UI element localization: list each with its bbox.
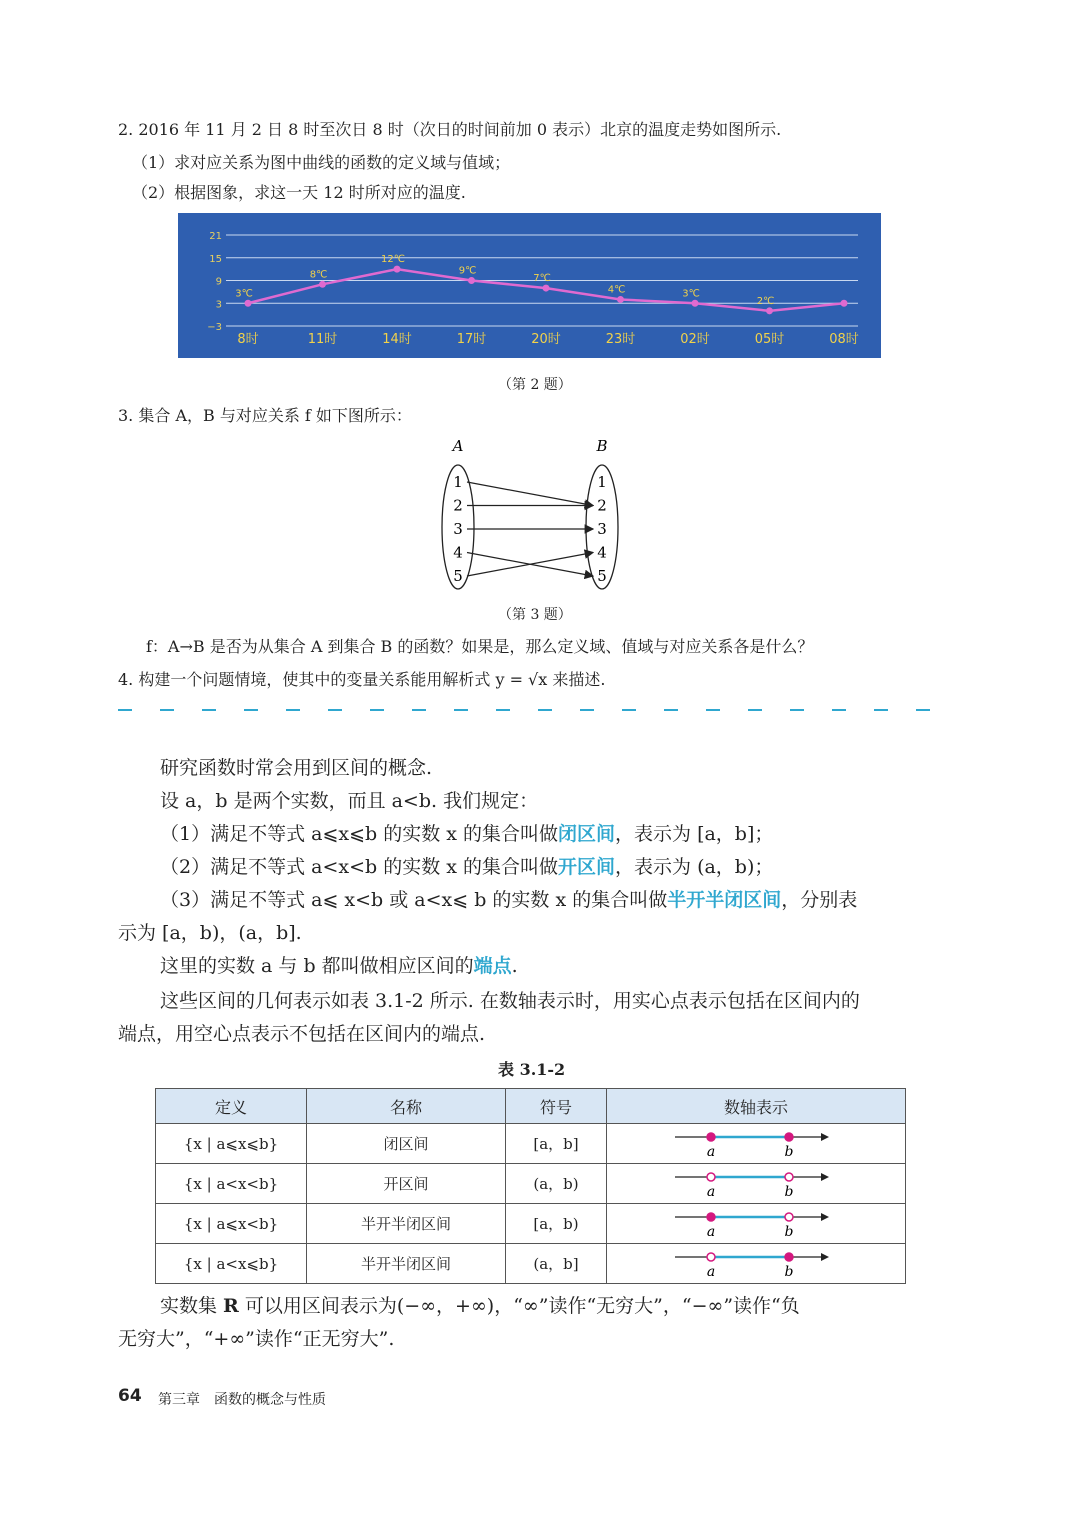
y-tick-label: 9	[215, 276, 222, 288]
endpoint-b-label: b	[784, 1143, 794, 1160]
cell-symbol: (a，b)	[506, 1164, 607, 1204]
endpoint-a-label: a	[706, 1183, 716, 1200]
endpoint-definition: 这里的实数 a 与 b 都叫做相应区间的端点.	[160, 955, 518, 977]
cell-name: 半开半闭区间	[307, 1244, 506, 1284]
number-line	[671, 1206, 841, 1242]
cell-symbol: [a，b]	[506, 1124, 607, 1164]
mapping-diagram	[420, 437, 660, 597]
endpoint-a-label: a	[706, 1263, 716, 1280]
header-definition: 定义	[156, 1089, 307, 1124]
cell-number-line	[607, 1164, 906, 1204]
table-row	[156, 1204, 906, 1244]
number-line	[671, 1166, 841, 1202]
half-open-interval-definition: （3）满足不等式 a⩽ x<b 或 a<x⩽ b 的实数 x 的集合叫做半开半闭区间，分别表	[160, 889, 858, 911]
data-point	[766, 307, 773, 314]
set-b-element: 2	[597, 496, 607, 515]
set-a-element: 5	[453, 567, 463, 585]
x-tick-label: 14时	[382, 332, 412, 347]
endpoint-b-label: b	[784, 1183, 794, 1200]
set-a-element: 1	[453, 473, 463, 491]
data-label: 2℃	[756, 295, 775, 307]
data-label: 4℃	[607, 284, 626, 296]
set-a-element: 4	[453, 543, 463, 562]
x-tick-label: 20时	[531, 332, 561, 347]
set-a-element: 2	[453, 496, 463, 515]
axis-arrowhead	[821, 1173, 829, 1181]
cell-definition: {x | a⩽x⩽b}	[156, 1124, 307, 1164]
exercise-2-part-2: （2）根据图象，求这一天 12 时所对应的温度.	[132, 183, 466, 202]
endpoint-a-label: a	[706, 1143, 716, 1160]
cell-symbol: (a，b]	[506, 1244, 607, 1284]
x-tick-label: 08时	[829, 332, 859, 347]
data-point	[468, 277, 475, 284]
open-interval-definition: （2）满足不等式 a<x<b 的实数 x 的集合叫做开区间，表示为 (a，b)；	[160, 856, 774, 878]
header-name: 名称	[307, 1089, 506, 1124]
data-label: 3℃	[682, 288, 700, 300]
y-tick-label: 21	[209, 231, 222, 242]
data-point	[245, 300, 252, 307]
cell-name: 闭区间	[307, 1124, 506, 1164]
x-tick-label: 8时	[237, 332, 259, 347]
table-header-row	[156, 1089, 906, 1124]
set-a-label: A	[452, 437, 464, 455]
axis-arrowhead	[821, 1133, 829, 1141]
axis-arrowhead	[821, 1253, 829, 1261]
table-title: 表 3.1-2	[498, 1060, 566, 1079]
closed-interval-definition: （1）满足不等式 a⩽x⩽b 的实数 x 的集合叫做闭区间，表示为 [a，b]；	[160, 823, 774, 845]
table-row	[156, 1244, 906, 1284]
term-closed-interval: 闭区间	[558, 823, 616, 845]
data-label: 8℃	[309, 269, 328, 281]
y-tick-label: −3	[207, 322, 222, 333]
exercise-2-caption: （第 2 题）	[498, 377, 572, 393]
data-point	[692, 300, 699, 307]
y-tick-label: 3	[215, 299, 222, 311]
real-line-interval-line-1: 实数集 R 可以用区间表示为(−∞，+∞)，“∞”读作“无穷大”，“−∞”读作“负	[160, 1295, 800, 1317]
exercise-2-stem: 2. 2016 年 11 月 2 日 8 时至次日 8 时（次日的时间前加 0 表示）北京的温度走势如图所示.	[118, 120, 782, 139]
open-endpoint-a	[707, 1173, 715, 1181]
data-point	[543, 285, 550, 292]
set-b-label: B	[596, 437, 608, 455]
term-endpoint: 端点	[473, 955, 512, 977]
set-b-element: 3	[597, 520, 607, 538]
header-symbol: 符号	[506, 1089, 607, 1124]
geometric-representation-line-2: 端点，用空心点表示不包括在区间内的端点.	[118, 1023, 486, 1045]
exercise-3-question: f：A→B 是否为从集合 A 到集合 B 的函数？如果是，那么定义域、值域与对应关系各是什么？	[146, 637, 814, 656]
number-line	[671, 1126, 841, 1162]
data-point	[617, 296, 624, 303]
header-number-line: 数轴表示	[607, 1089, 906, 1124]
page-number: 64	[118, 1386, 142, 1406]
axis-arrowhead	[821, 1213, 829, 1221]
endpoint-b-label: b	[784, 1263, 794, 1280]
closed-endpoint-b	[785, 1133, 793, 1141]
interval-table	[155, 1088, 906, 1284]
half-open-interval-notation: 示为 [a，b)，(a，b].	[118, 922, 302, 944]
cell-name: 开区间	[307, 1164, 506, 1204]
data-label: 12℃	[381, 254, 405, 266]
real-line-interval-line-2: 无穷大”，“+∞”读作“正无穷大”.	[118, 1328, 395, 1350]
cell-number-line	[607, 1124, 906, 1164]
cell-symbol: [a，b)	[506, 1204, 607, 1244]
section-divider	[118, 707, 944, 713]
term-half-open-interval: 半开半闭区间	[667, 889, 782, 911]
open-endpoint-a	[707, 1253, 715, 1261]
cell-definition: {x | a<x⩽b}	[156, 1244, 307, 1284]
x-tick-label: 23时	[605, 332, 636, 347]
x-tick-label: 11时	[307, 332, 338, 347]
open-endpoint-b	[785, 1213, 793, 1221]
endpoint-a-label: a	[706, 1223, 716, 1240]
x-tick-label: 05时	[754, 332, 785, 347]
set-b-element: 1	[597, 473, 607, 491]
y-tick-label: 15	[209, 253, 222, 265]
term-open-interval: 开区间	[558, 856, 616, 878]
set-b-element: 4	[597, 543, 607, 562]
closed-endpoint-a	[707, 1133, 715, 1141]
cell-definition: {x | a⩽x<b}	[156, 1204, 307, 1244]
section-definition-intro: 设 a，b 是两个实数，而且 a<b. 我们规定：	[160, 790, 539, 812]
geometric-representation-line-1: 这些区间的几何表示如表 3.1-2 所示. 在数轴表示时，用实心点表示包括在区间内的	[160, 990, 860, 1012]
data-point	[841, 300, 848, 307]
exercise-3-stem: 3. 集合 A，B 与对应关系 f 如下图所示：	[118, 406, 412, 425]
closed-endpoint-b	[785, 1253, 793, 1261]
data-label: 9℃	[458, 265, 477, 277]
exercise-3-caption: （第 3 题）	[498, 607, 572, 623]
number-line	[671, 1246, 841, 1282]
open-endpoint-b	[785, 1173, 793, 1181]
chapter-title: 第三章 函数的概念与性质	[158, 1392, 326, 1408]
x-tick-label: 02时	[680, 332, 710, 347]
data-label: 7℃	[533, 273, 551, 285]
data-label: 3℃	[235, 288, 253, 300]
cell-definition: {x | a<x<b}	[156, 1164, 307, 1204]
set-a-element: 3	[453, 520, 463, 538]
endpoint-b-label: b	[784, 1223, 794, 1240]
data-point	[319, 281, 326, 288]
exercise-4-stem: 4. 构建一个问题情境，使其中的变量关系能用解析式 y = √x 来描述.	[118, 670, 606, 689]
data-point	[394, 266, 401, 273]
table-row	[156, 1124, 906, 1164]
closed-endpoint-a	[707, 1213, 715, 1221]
exercise-2-part-1: （1）求对应关系为图中曲线的函数的定义域与值域；	[132, 153, 511, 172]
mapping-arrow	[467, 482, 593, 506]
temperature-chart	[178, 213, 881, 358]
cell-number-line	[607, 1204, 906, 1244]
cell-name: 半开半闭区间	[307, 1204, 506, 1244]
section-intro: 研究函数时常会用到区间的概念.	[160, 757, 433, 779]
table-row	[156, 1164, 906, 1204]
set-b-element: 5	[597, 567, 607, 585]
x-tick-label: 17时	[456, 332, 487, 347]
cell-number-line	[607, 1244, 906, 1284]
